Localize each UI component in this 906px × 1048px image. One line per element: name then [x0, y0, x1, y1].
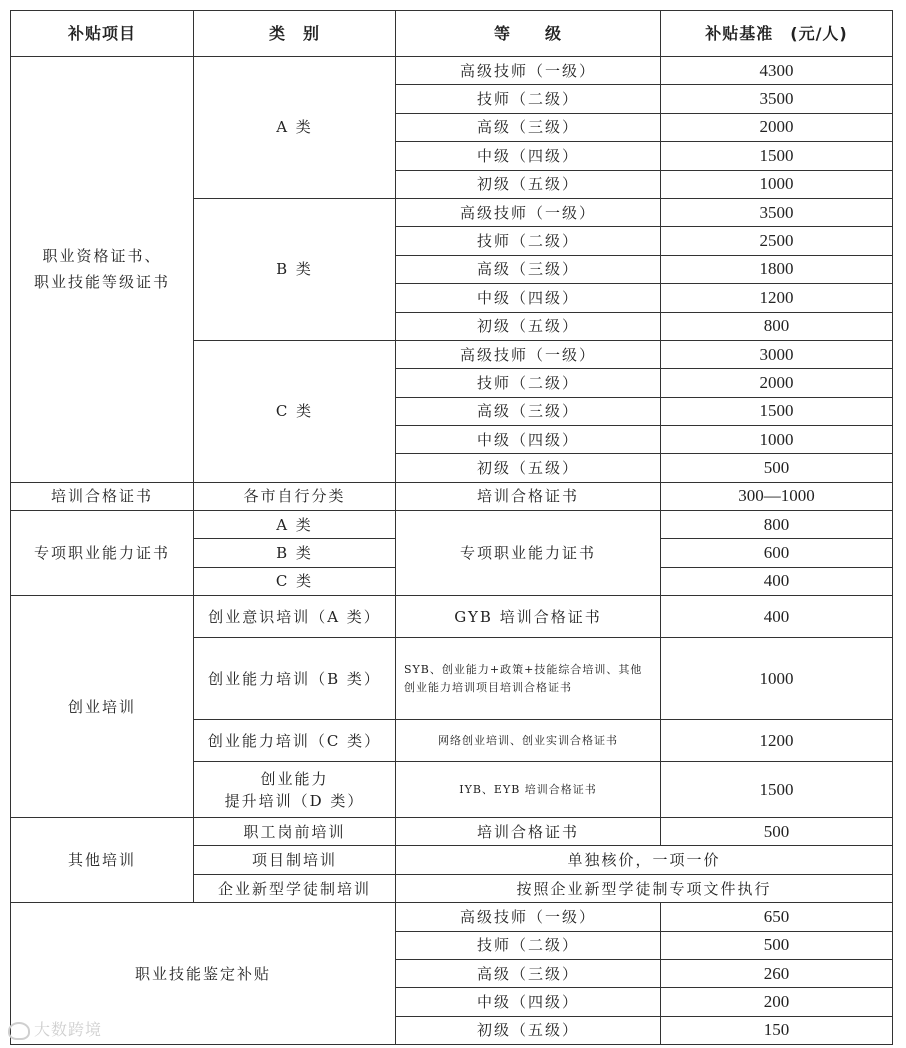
- header-level: 等 级: [396, 11, 661, 57]
- training-level: 培训合格证书: [396, 482, 661, 510]
- value-cell: 600: [661, 539, 893, 567]
- value-cell: 150: [661, 1016, 893, 1044]
- other-level: 培训合格证书: [396, 818, 661, 846]
- header-category: 类 别: [194, 11, 396, 57]
- special-project: 专项职业能力证书: [11, 510, 194, 595]
- level-cell: 技师（二级）: [396, 931, 661, 959]
- other-category: 职工岗前培训: [194, 818, 396, 846]
- value-cell: 800: [661, 312, 893, 340]
- qual-c-label: C 类: [194, 340, 396, 482]
- value-cell: 4300: [661, 57, 893, 85]
- level-cell: 高级技师（一级）: [396, 57, 661, 85]
- value-cell: 400: [661, 596, 893, 638]
- special-c-label: C 类: [194, 567, 396, 595]
- level-cell: 高级（三级）: [396, 959, 661, 987]
- level-cell: 高级技师（一级）: [396, 903, 661, 931]
- subsidy-table: [10, 10, 893, 1045]
- value-cell: 650: [661, 903, 893, 931]
- level-cell: 中级（四级）: [396, 426, 661, 454]
- startup-level: GYB 培训合格证书: [396, 596, 661, 638]
- training-value: 300—1000: [661, 482, 893, 510]
- value-cell: 1000: [661, 638, 893, 720]
- value-cell: 1200: [661, 720, 893, 762]
- level-cell: 初级（五级）: [396, 1016, 661, 1044]
- level-cell: 高级技师（一级）: [396, 198, 661, 226]
- value-cell: 260: [661, 959, 893, 987]
- other-merged: 按照企业新型学徒制专项文件执行: [396, 874, 893, 902]
- value-cell: 1500: [661, 397, 893, 425]
- level-cell: 初级（五级）: [396, 454, 661, 482]
- training-category: 各市自行分类: [194, 482, 396, 510]
- value-cell: 3500: [661, 198, 893, 226]
- qual-b-label: B 类: [194, 198, 396, 340]
- other-project: 其他培训: [11, 818, 194, 903]
- other-category: 企业新型学徒制培训: [194, 874, 396, 902]
- value-cell: 2000: [661, 113, 893, 141]
- value-cell: 400: [661, 567, 893, 595]
- value-cell: 1000: [661, 170, 893, 198]
- value-cell: 200: [661, 988, 893, 1016]
- startup-level: IYB、EYB 培训合格证书: [396, 762, 661, 818]
- value-cell: 2000: [661, 369, 893, 397]
- header-project: 补贴项目: [11, 11, 194, 57]
- value-cell: 1500: [661, 762, 893, 818]
- level-cell: 高级（三级）: [396, 397, 661, 425]
- qual-a-label: A 类: [194, 57, 396, 199]
- other-category: 项目制培训: [194, 846, 396, 874]
- level-cell: 高级（三级）: [396, 255, 661, 283]
- level-cell: 初级（五级）: [396, 312, 661, 340]
- training-row: [11, 482, 893, 510]
- level-cell: 初级（五级）: [396, 170, 661, 198]
- level-cell: 技师（二级）: [396, 227, 661, 255]
- level-cell: 技师（二级）: [396, 369, 661, 397]
- value-cell: 800: [661, 510, 893, 538]
- special-level: 专项职业能力证书: [396, 510, 661, 595]
- value-cell: 1800: [661, 255, 893, 283]
- value-cell: 1200: [661, 284, 893, 312]
- special-b-label: B 类: [194, 539, 396, 567]
- watermark-text: 大数跨境: [34, 1020, 103, 1039]
- startup-category: 创业意识培训（A 类）: [194, 596, 396, 638]
- header-row: [11, 11, 893, 57]
- startup-project: 创业培训: [11, 596, 194, 818]
- level-cell: 中级（四级）: [396, 284, 661, 312]
- appraisal-project: 职业技能鉴定补贴: [11, 903, 396, 1045]
- watermark-logo-icon: [8, 1022, 30, 1040]
- value-cell: 3000: [661, 340, 893, 368]
- level-cell: 中级（四级）: [396, 988, 661, 1016]
- watermark: [8, 1017, 102, 1040]
- startup-level: 网络创业培训、创业实训合格证书: [396, 720, 661, 762]
- value-cell: 1000: [661, 426, 893, 454]
- value-cell: 500: [661, 931, 893, 959]
- startup-level: SYB、创业能力+政策+技能综合培训、其他创业能力培训项目培训合格证书: [396, 638, 661, 720]
- level-cell: 高级技师（一级）: [396, 340, 661, 368]
- startup-category: 创业能力 提升培训（D 类）: [194, 762, 396, 818]
- special-a-label: A 类: [194, 510, 396, 538]
- startup-category: 创业能力培训（C 类）: [194, 720, 396, 762]
- qual-project: 职业资格证书、 职业技能等级证书: [11, 57, 194, 483]
- level-cell: 技师（二级）: [396, 85, 661, 113]
- other-merged: 单独核价，一项一价: [396, 846, 893, 874]
- value-cell: 500: [661, 818, 893, 846]
- value-cell: 3500: [661, 85, 893, 113]
- value-cell: 2500: [661, 227, 893, 255]
- training-project: 培训合格证书: [11, 482, 194, 510]
- startup-category: 创业能力培训（B 类）: [194, 638, 396, 720]
- level-cell: 高级（三级）: [396, 113, 661, 141]
- value-cell: 1500: [661, 142, 893, 170]
- header-standard: 补贴基准 (元/人): [661, 11, 893, 57]
- level-cell: 中级（四级）: [396, 142, 661, 170]
- value-cell: 500: [661, 454, 893, 482]
